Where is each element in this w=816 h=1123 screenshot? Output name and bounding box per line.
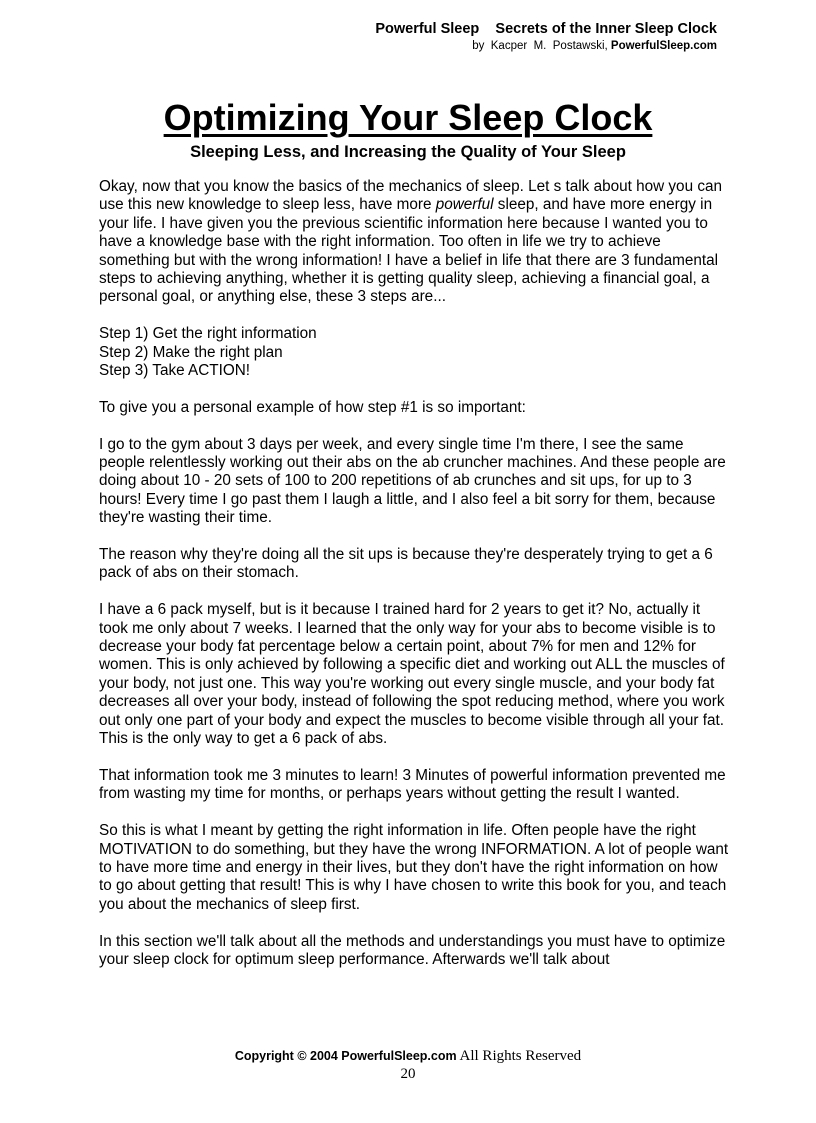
paragraph: I have a 6 pack myself, but is it because I trained hard for 2 years to get it? No, actually it took me only about 7 weeks. I learned that the only way for your abs to become visible is to decrease your body fat percentage below a certain point, about 7% for men and 12% for women. This is only achieved by following a specific diet and working out ALL the muscles of your body, not just one. This way you're working out every single muscle, and your body fat decreases all over your body, instead of following the spot reducing method, where you work out only one part of your body and expect the muscles to become visible through all your fat. This is the only way to get a 6 pack of abs.: [99, 601, 725, 748]
paragraph: So this is what I meant by getting the right information in life. Often people have the right MOTIVATION to do something, but they have the wrong INFORMATION. A lot of people want to have more time and energy in their lives, but they don't have the right information on how to go about getting that result! This is why I have chosen to write this book for you, and teach you about the mechanics of sleep first.: [99, 822, 729, 913]
emphasis: powerful: [435, 196, 494, 214]
running-header: [375, 20, 717, 53]
paragraph: In this section we'll talk about all the methods and understandings you must have to optimize your sleep clock for optimum sleep performance. Afterwards we'll talk about: [99, 932, 726, 968]
paragraph: That information took me 3 minutes to learn! 3 Minutes of powerful information prevented me from wasting my time for months, or perhaps years without getting the result I wanted.: [99, 766, 726, 803]
intro-paragraph: Okay, now that you know the basics of the mechanics of sleep. Let s talk about how you can use this new knowledge to sleep less, have more powerful sleep, and have more energy in your life. I have given you the previous scientific information here because I wanted you to have a knowledge base with the right information. Too often in life we try to achieve something but with the wrong information! I have a belief in life that there are 3 fundamental steps to achieving anything, whether it is getting quality sleep, achieving a financial goal, a personal goal, or anything else, these 3 steps are...: [99, 178, 722, 306]
footer-copyright: Copyright © 2004 PowerfulSleep.com All Rights Reserved: [234, 1048, 582, 1064]
body-text: [99, 178, 729, 988]
step-item: Step 1) Get the right information: [99, 325, 317, 343]
step-item: Step 3) Take ACTION!: [99, 362, 251, 380]
step-item: Step 2) Make the right plan: [99, 343, 283, 361]
steps-list: [99, 325, 729, 380]
paragraph: The reason why they're doing all the sit ups is because they're desperately trying to get a 6 pack of abs on their stomach.: [99, 546, 713, 582]
header-title: Powerful Sleep Secrets of the Inner Sleep Clock: [375, 21, 717, 37]
page-number: 20: [400, 1066, 416, 1082]
header-site: PowerfulSleep.com: [610, 40, 717, 52]
page-subtitle: Sleeping Less, and Increasing the Quality of Your Sleep: [190, 143, 626, 161]
page-title: Optimizing Your Sleep Clock: [163, 97, 653, 138]
paragraph: To give you a personal example of how step #1 is so important:: [99, 398, 526, 416]
page-footer: [0, 1047, 816, 1083]
paragraph: I go to the gym about 3 days per week, and every single time I'm there, I see the same people relentlessly working out their abs on the ab cruncher machines. And these people are doing about 10 - 20 sets of 100 to 200 repetitions of ab crunches and sit ups, for up to 3 hours! Every time I go past them I laugh a little, and I also feel a bit sorry for them, because they're wasting their time.: [99, 435, 726, 527]
header-author: by Kacper M. Postawski,: [472, 40, 611, 52]
header-byline: [375, 39, 717, 53]
